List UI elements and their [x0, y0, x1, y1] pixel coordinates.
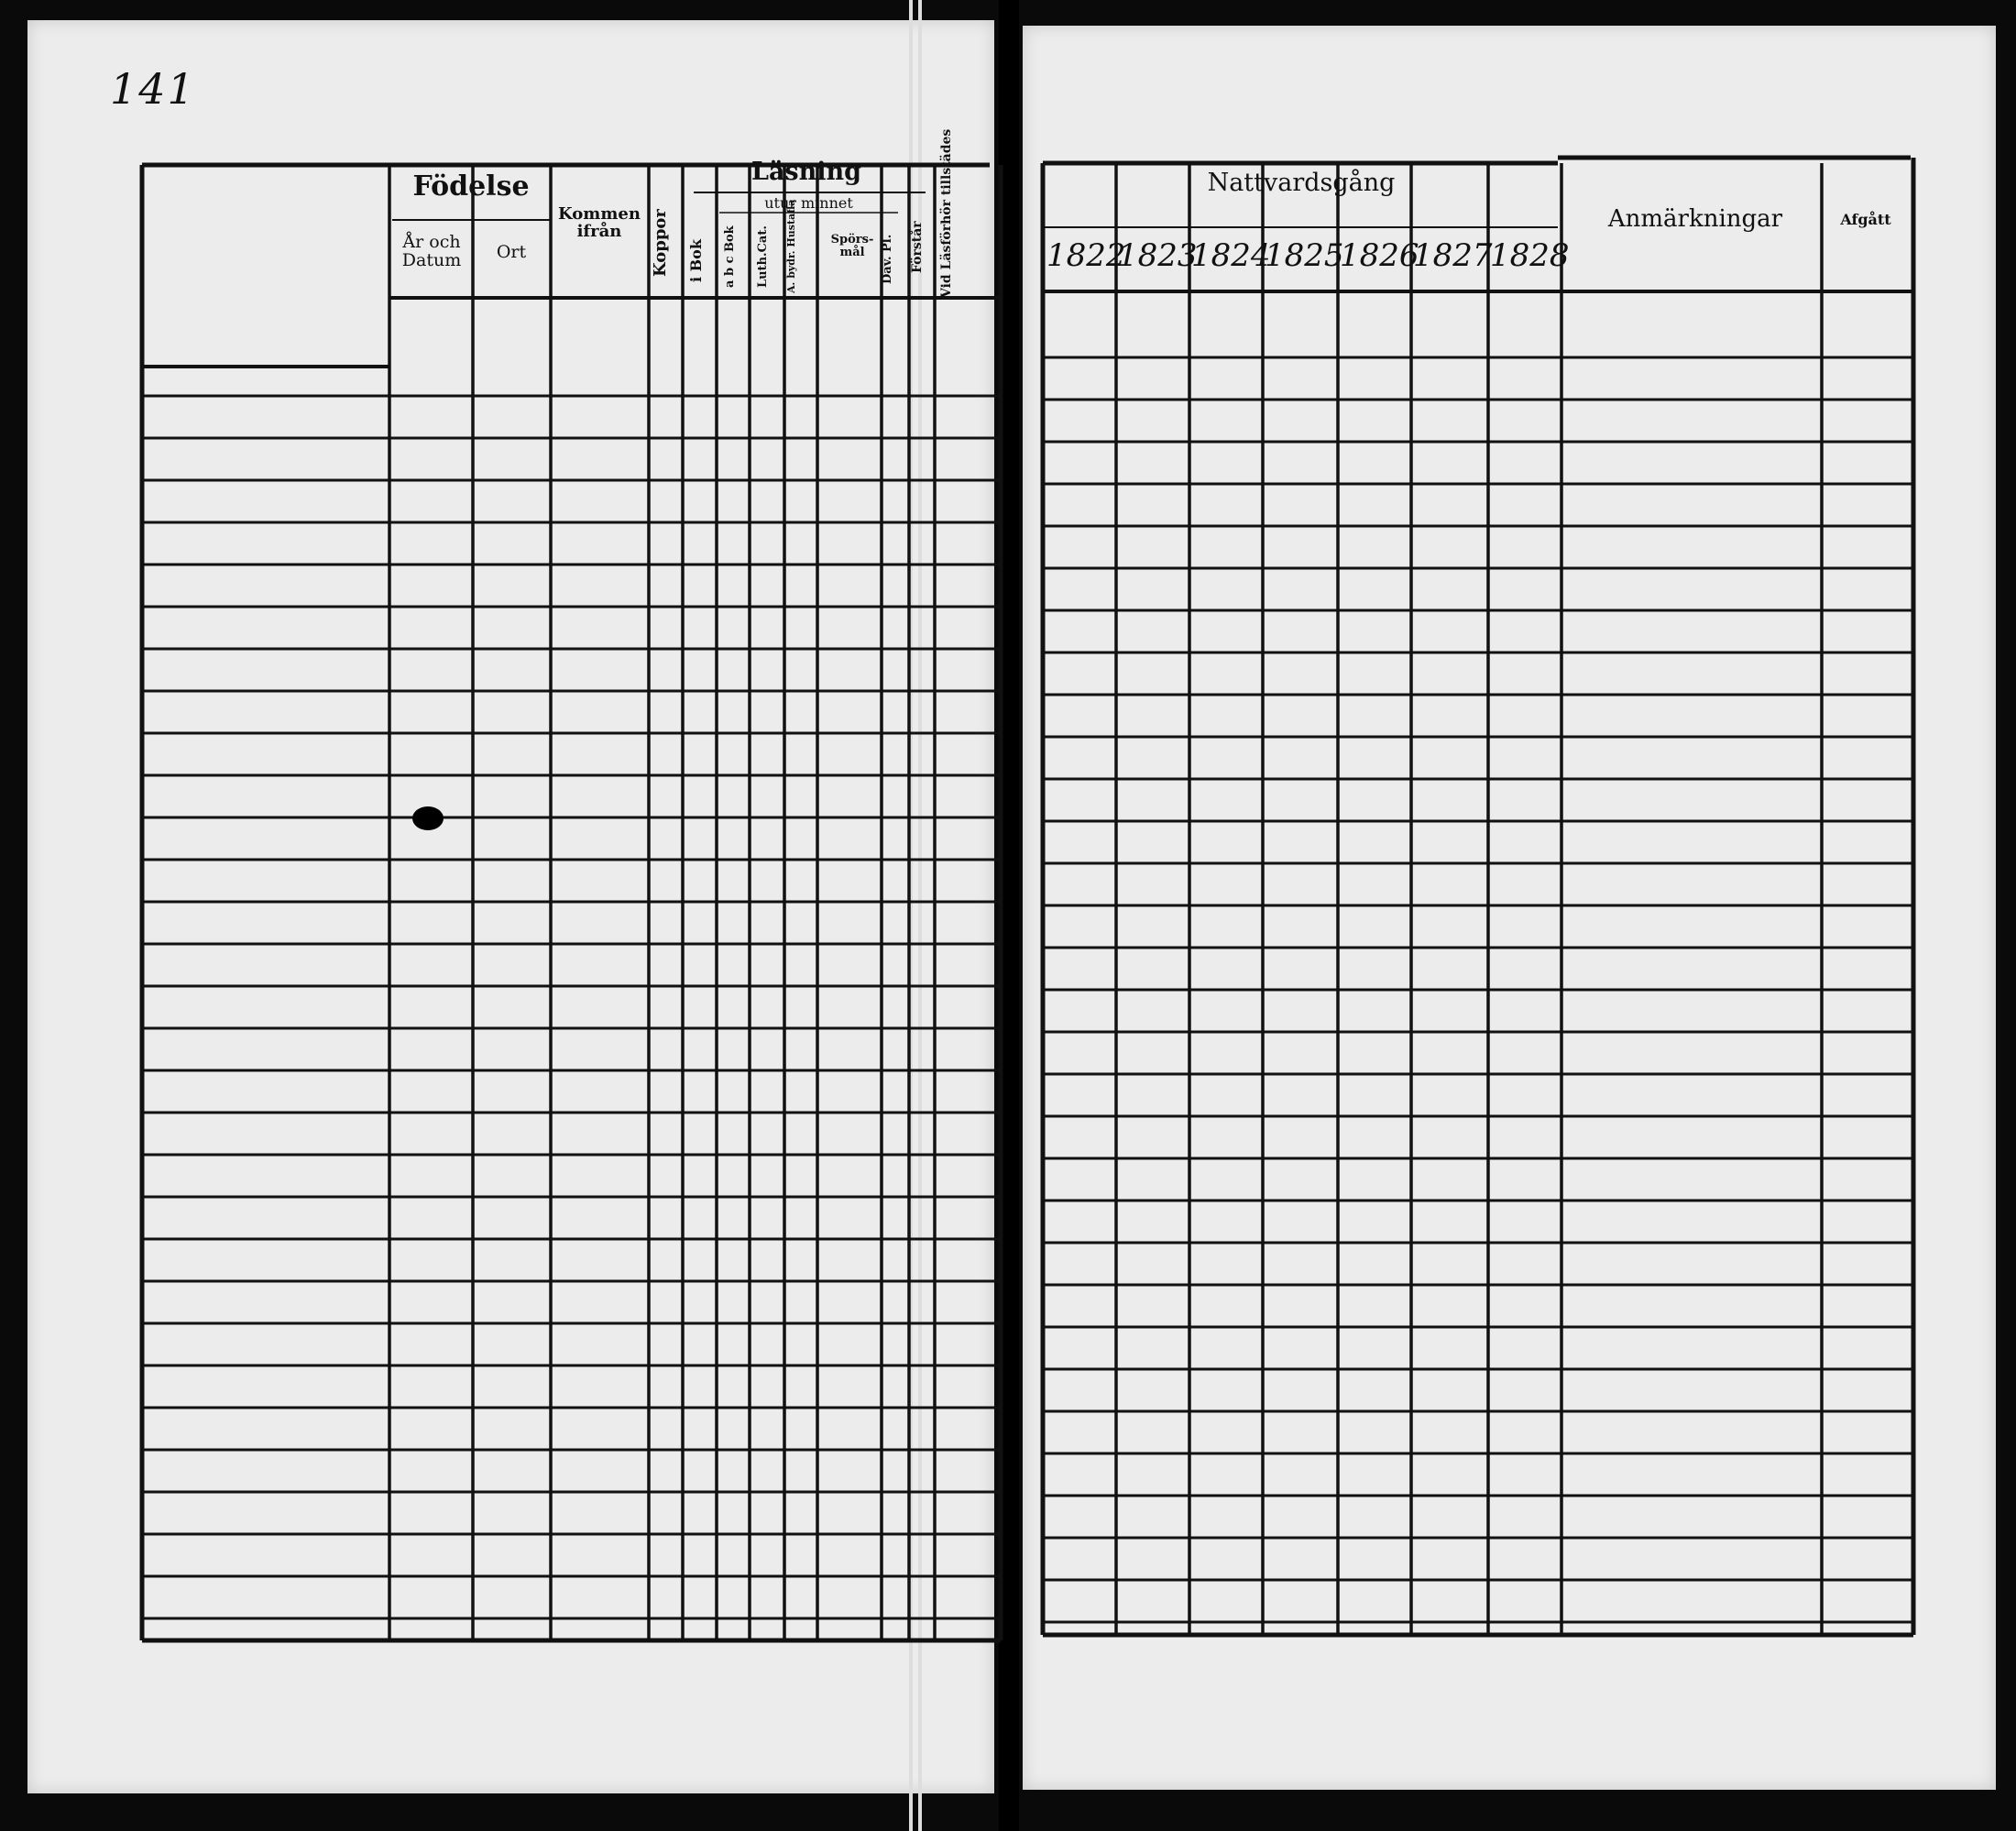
page-number: 141: [110, 64, 196, 114]
year-1822: 1822: [1046, 237, 1126, 274]
header-koppor: Koppor: [651, 209, 670, 277]
year-1825: 1825: [1265, 237, 1344, 274]
ink-blot: [412, 806, 444, 830]
header-forstar: Förstår: [910, 221, 925, 274]
header-abc-bok: a b c Bok: [723, 225, 737, 288]
header-vid-lasforhor: Vid Läsförhör tillstädes: [939, 128, 954, 298]
header-anmarkningar: Anmärkningar: [1607, 205, 1783, 233]
header-lasning: Läsning: [751, 158, 862, 186]
header-fodelse: Födelse: [412, 170, 530, 203]
header-dav-pl: Dav. Pl.: [881, 234, 894, 285]
year-1823: 1823: [1118, 237, 1198, 274]
year-1828: 1828: [1490, 237, 1570, 274]
year-1827: 1827: [1413, 237, 1493, 274]
header-utur-minnet: utur minnet: [764, 194, 853, 212]
year-1826: 1826: [1340, 237, 1419, 274]
year-1824: 1824: [1191, 237, 1271, 274]
header-luth-cat: Luth.Cat.: [756, 225, 770, 288]
header-kommen-ifran: Kommen ifrån: [558, 204, 641, 241]
header-ort: Ort: [496, 242, 527, 262]
header-andra-huset: A. bydr. Hustafla: [785, 199, 797, 293]
header-ar-och-datum: År och Datum: [401, 232, 462, 270]
header-nattvardsgang: Nattvardsgång: [1207, 169, 1396, 197]
header-i-bok: i Bok: [687, 239, 705, 283]
header-afgatt: Afgått: [1840, 211, 1891, 228]
header-sporsmal: Spörs-mål: [830, 233, 874, 259]
